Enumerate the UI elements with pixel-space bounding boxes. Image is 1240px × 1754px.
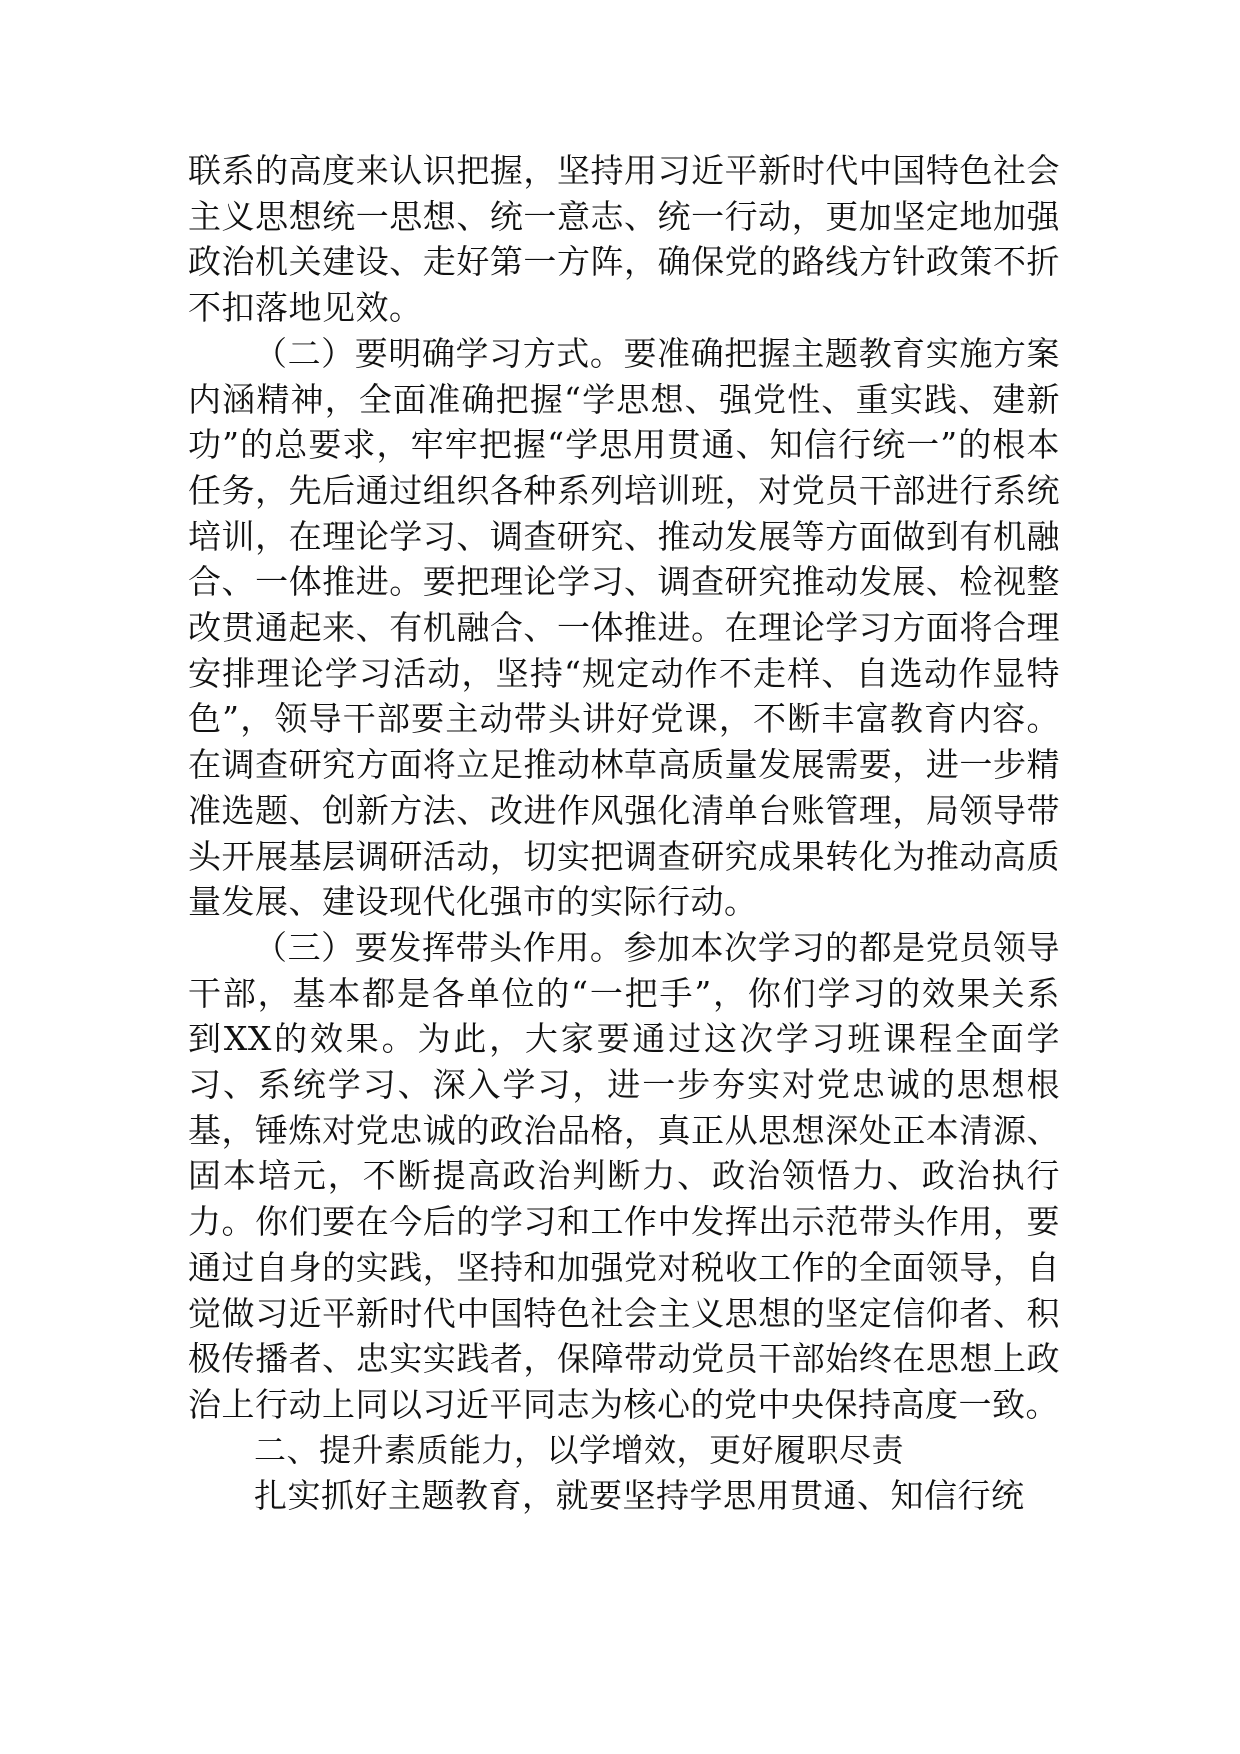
document-page	[188, 148, 1060, 1519]
paragraph-next: 扎实抓好主题教育，就要坚持学思用贯通、知信行统	[254, 1476, 1025, 1516]
paragraph-section-3: （三）要发挥带头作用。参加本次学习的都是党员领导干部，基本都是各单位的“一把手”，你们学习的效果关系到XX的效果。为此，大家要通过这次学习班课程全面学习、系统学习、深入学习，进一步夯实对党忠诚的思想根基，锤炼对党忠诚的政治品格，真正从思想深处正本清源、固本培元，不断提高政治判断力、政治领悟力、政治执行力。你们要在今后的学习和工作中发挥出示范带头作用，要通过自身的实践，坚持和加强党对税收工作的全面领导，自觉做习近平新时代中国特色社会主义思想的坚定信仰者、积极传播者、忠实实践者，保障带动党员干部始终在思想上政治上行动上同以习近平同志为核心的党中央保持高度一致。	[188, 927, 1060, 1424]
section-heading: 二、提升素质能力，以学增效，更好履职尽责	[254, 1430, 905, 1469]
paragraph-continuation: 联系的高度来认识把握，坚持用习近平新时代中国特色社会主义思想统一思想、统一意志、统一行动，更加坚定地加强政治机关建设、走好第一方阵，确保党的路线方针政策不折不扣落地见效。	[188, 151, 1060, 328]
paragraph-section-2: （二）要明确学习方式。要准确把握主题教育实施方案内涵精神，全面准确把握“学思想、强党性、重实践、建新功”的总要求，牢牢把握“学思用贯通、知信行统一”的根本任务，先后通过组织各种系列培训班，对党员干部进行系统培训，在理论学习、调查研究、推动发展等方面做到有机融合、一体推进。要把理论学习、调查研究推动发展、检视整改贯通起来、有机融合、一体推进。在理论学习方面将合理安排理论学习活动，坚持“规定动作不走样、自选动作显特色”，领导干部要主动带头讲好党课，不断丰富教育内容。在调查研究方面将立足推动林草高质量发展需要，进一步精准选题、创新方法、改进作风强化清单台账管理，局领导带头开展基层调研活动，切实把调查研究成果转化为推动高质量发展、建设现代化强市的实际行动。	[188, 333, 1060, 922]
